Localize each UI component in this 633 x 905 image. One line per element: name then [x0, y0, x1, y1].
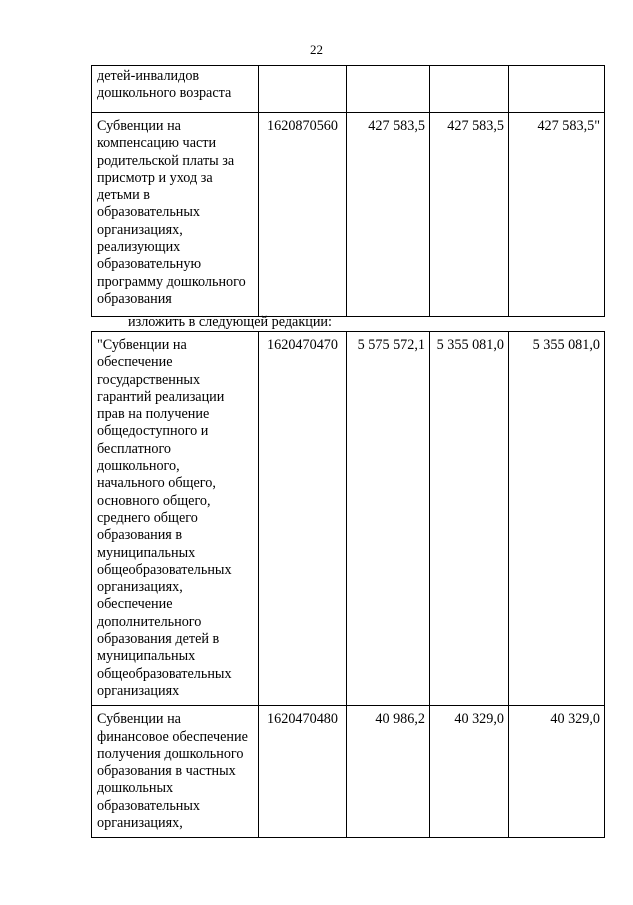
- row-value-2: 40 329,0: [430, 706, 509, 838]
- table-row: [92, 66, 605, 113]
- row-code: 1620870560: [259, 113, 347, 317]
- row-value-3: 5 355 081,0: [509, 332, 605, 706]
- table-row: [92, 113, 605, 317]
- row-code: [259, 66, 347, 113]
- row-value-1: 40 986,2: [347, 706, 430, 838]
- row-description: детей-инвалидов дошкольного возраста: [92, 66, 259, 113]
- row-description: Субвенции на компенсацию части родительской платы за присмотр и уход за детьми в образовательных организациях, реализующих образовательную программу дошкольного образования: [92, 113, 259, 317]
- table-row: [92, 332, 605, 706]
- row-code: 1620470470: [259, 332, 347, 706]
- row-description: "Субвенции на обеспечение государственных гарантий реализации прав на получение общедоступного и бесплатного дошкольного, начального общего, основного общего, среднего общего образования в муниципальных общеобразовательных организациях, обеспечение дополнительного образования детей в муниципальных общеобразовательных организациях: [92, 332, 259, 706]
- row-description: Субвенции на финансовое обеспечение получения дошкольного образования в частных дошкольных образовательных организациях,: [92, 706, 259, 838]
- row-value-3: 427 583,5": [509, 113, 605, 317]
- row-value-3: 40 329,0: [509, 706, 605, 838]
- row-value-1: 427 583,5: [347, 113, 430, 317]
- row-code: 1620470480: [259, 706, 347, 838]
- row-value-1: 5 575 572,1: [347, 332, 430, 706]
- row-value-3: [509, 66, 605, 113]
- budget-table-bottom: [91, 331, 605, 838]
- row-value-2: 427 583,5: [430, 113, 509, 317]
- table-row: [92, 706, 605, 838]
- instruction-text: изложить в следующей редакции:: [128, 314, 332, 330]
- row-value-2: 5 355 081,0: [430, 332, 509, 706]
- budget-table-top: [91, 65, 605, 317]
- row-value-2: [430, 66, 509, 113]
- row-value-1: [347, 66, 430, 113]
- page-number: 22: [310, 42, 323, 57]
